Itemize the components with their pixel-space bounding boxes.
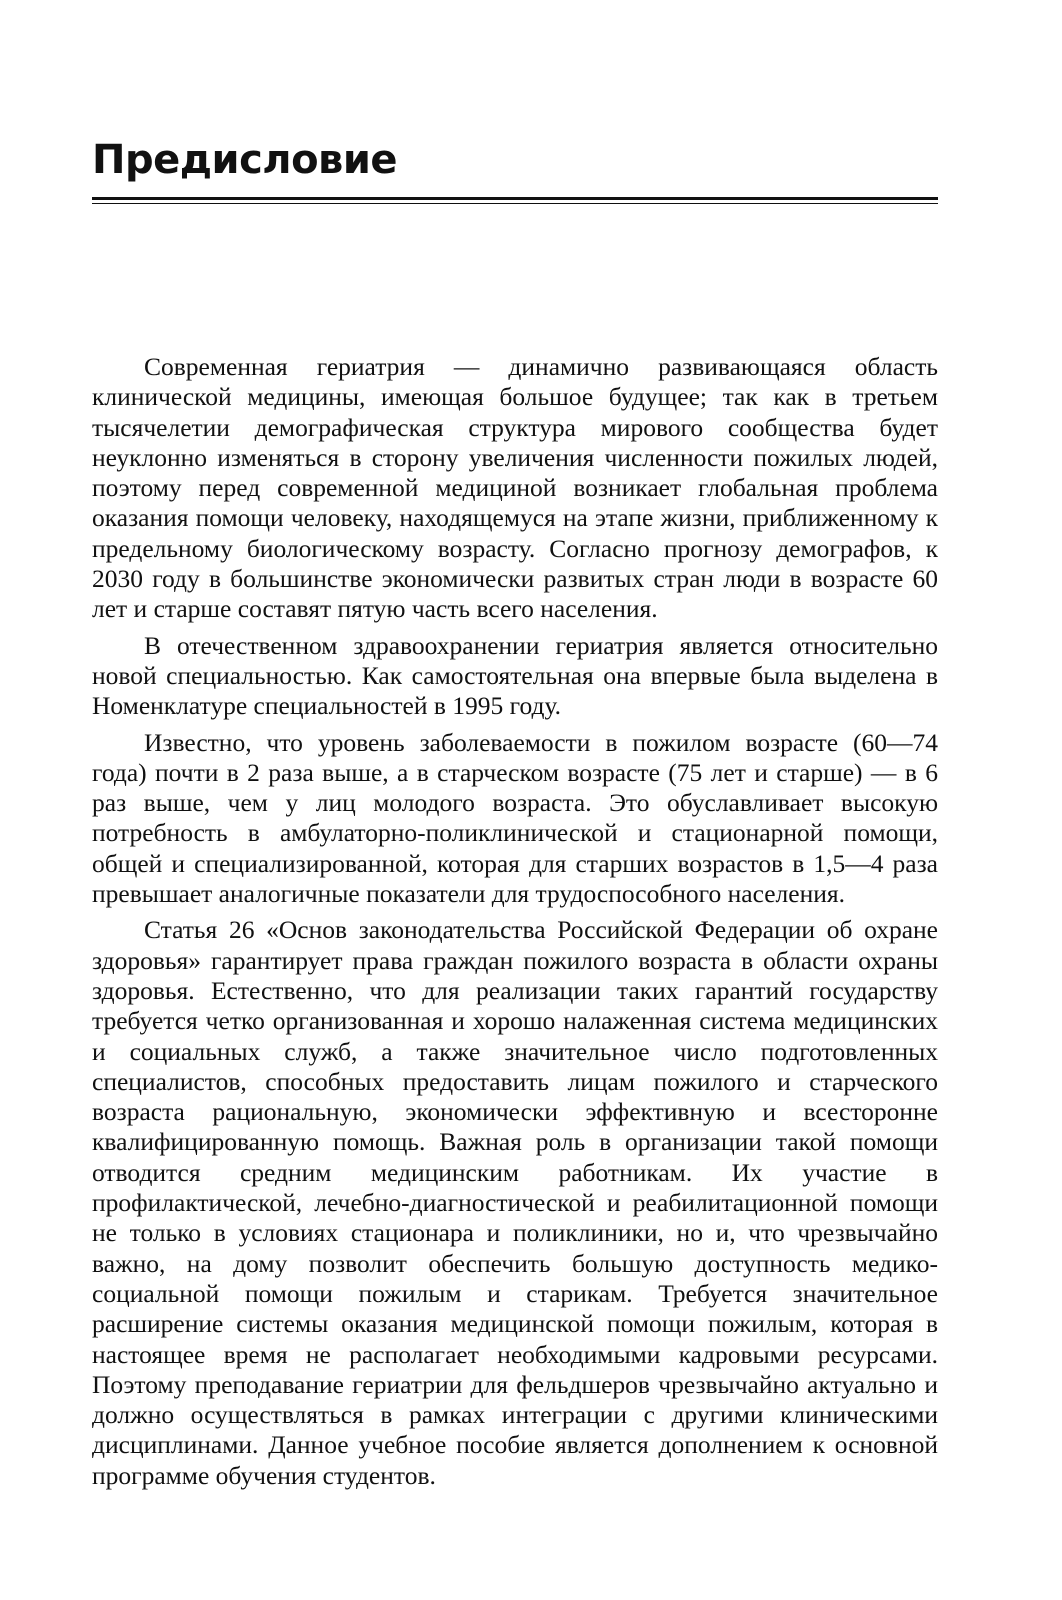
chapter-title: Предисловие bbox=[92, 137, 398, 183]
paragraph: Современная гериатрия — динамично развивающаяся область клинической медицины, имеющая большое будущее; так как в третьем тысячелетии демографическая структура мирового сообщества будет неуклонно изменяться в сторону увеличения численности пожилых людей, поэтому перед современной медициной возникает глобальная проблема оказания помощи человеку, находящемуся на этапе жизни, приближенному к предельному биологическому возрасту. Согласно прогнозу демографов, к 2030 году в большинстве экономически развитых стран люди в возрасте 60 лет и старше составят пятую часть всего населения. bbox=[92, 352, 938, 624]
paragraph: В отечественном здравоохранении гериатрия является относительно новой специальностью. Как самостоятельная она впервые была выделена в Номенклатуре специальностей в 1995 году. bbox=[92, 630, 938, 721]
title-rule-thin bbox=[92, 203, 938, 204]
paragraph: Статья 26 «Основ законодательства Российской Федерации об охране здоровья» гарантирует права граждан пожилого возраста в области охраны здоровья. Естественно, что для реализации таких гарантий государству требуется четко организованная и хорошо налаженная система медицинских и социальных служб, а также значительное число подготовленных специалистов, способных предоставить лицам пожилого и старческого возраста рациональную, экономически эффективную и всесторонне квалифицированную помощь. Важная роль в организации такой помощи отводится средним медицинским работникам. Их участие в профилактической, лечебно-диагностической и реабилитационной помощи не только в условиях стационара и поликлиники, но и, что чрезвычайно важно, на дому позволит обеспечить большую доступность медико-социальной помощи пожилым и старикам. Требуется значительное расширение системы оказания медицинской помощи пожилым, которая в настоящее время не располагает необходимыми кадровыми ресурсами. Поэтому преподавание гериатрии для фельдшеров чрезвычайно актуально и должно осуществляться в рамках интеграции с другими клиническими дисциплинами. Данное учебное пособие является дополнением к основной программе обучения студентов. bbox=[92, 915, 938, 1490]
body-text bbox=[92, 352, 938, 1497]
paragraph: Известно, что уровень заболеваемости в пожилом возрасте (60—74 года) почти в 2 раза выше, а в старческом возрасте (75 лет и старше) — в 6 раз выше, чем у лиц молодого возраста. Это обуславливает высокую потребность в амбулаторно-поликлинической и стационарной помощи, общей и специализированной, которая для старших возрастов в 1,5—4 раза превышает аналогичные показатели для трудоспособного населения. bbox=[92, 727, 938, 909]
title-rule-thick bbox=[92, 197, 938, 200]
